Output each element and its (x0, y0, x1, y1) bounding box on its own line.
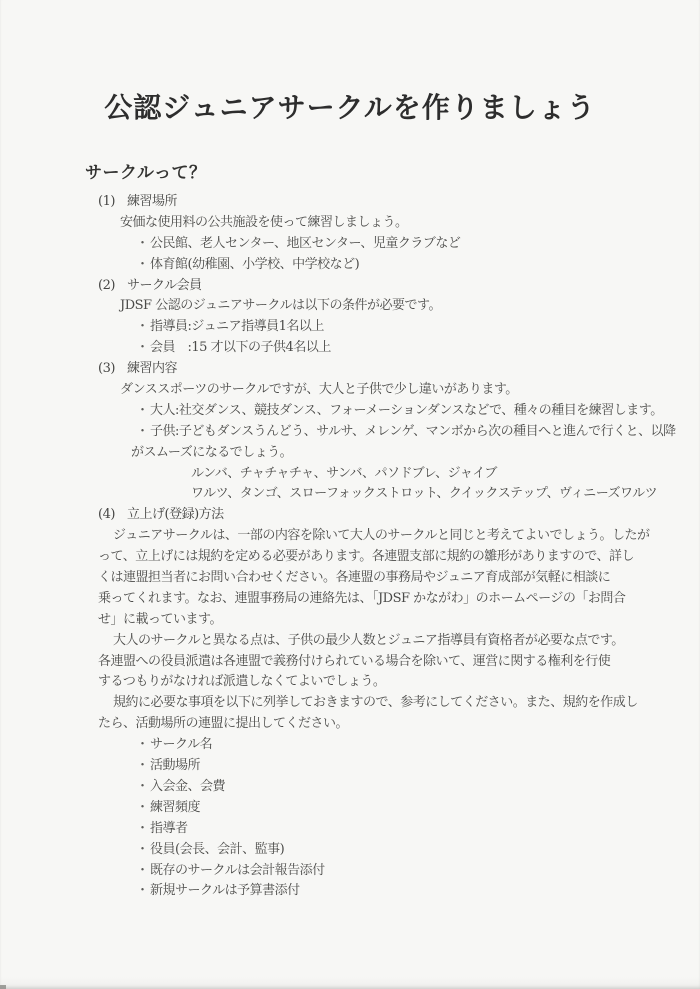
doc-body (0, 192, 700, 902)
bullet-marker: ・ (136, 820, 149, 836)
list-item-text: 役員(会長、会計、監事) (150, 841, 285, 857)
paragraph-line: って、立上げには規約を定める必要があります。各連盟支部に規約の雛形がありますので、詳し (98, 549, 634, 565)
list-item (0, 317, 700, 338)
list-item (0, 777, 700, 798)
item-number: (4) (98, 507, 115, 523)
dance-list-line: ルンバ、チャチャチャ、サンバ、パソドブレ、ジャイブ (191, 465, 497, 481)
list-item-text: 公民館、老人センター、地区センター、児童クラブなど (150, 235, 461, 251)
section-heading: サークルって？ (85, 163, 207, 183)
list-item-text: 既存のサークルは会計報告添付 (150, 862, 325, 878)
item-text: 安価な使用料の公共施設を使って練習しましょう。 (120, 214, 408, 230)
list-item-text: 入会金、会費 (150, 778, 226, 794)
item-label: 練習内容 (127, 361, 178, 377)
bullet-marker: ・ (136, 841, 149, 857)
list-item (0, 861, 700, 882)
paragraph-line: 大人のサークルと異なる点は、子供の最少人数とジュニア指導員有資格者が必要な点です。 (113, 632, 624, 648)
list-item (0, 422, 700, 443)
paragraph-line: せ」に載っています。 (98, 611, 222, 627)
list-item (0, 735, 700, 756)
list-item (0, 798, 700, 819)
list-item-text: 指導者 (150, 820, 188, 836)
paragraph-line: 各連盟への役員派遣は各連盟で義務付けられている場合を除いて、運営に関する権利を行使 (98, 653, 611, 669)
bullet-marker: ・ (136, 319, 149, 335)
bullet-marker: ・ (136, 778, 149, 794)
item-label: 立上げ(登録)方法 (127, 507, 224, 523)
bullet-marker: ・ (136, 737, 149, 753)
numbered-item-1 (0, 192, 700, 213)
numbered-item-4 (0, 505, 700, 526)
list-item-text: 新規サークルは予算書添付 (150, 883, 300, 899)
list-item (0, 338, 700, 359)
item-number: (2) (98, 277, 115, 293)
paragraph-line: するつもりがなければ派遣しなくてよいでしょう。 (98, 674, 386, 690)
list-item (0, 234, 700, 255)
bullet-marker: ・ (136, 883, 149, 899)
bullet-marker: ・ (136, 235, 149, 251)
list-item-text: 練習頻度 (150, 799, 201, 815)
item-number: (3) (98, 361, 115, 377)
list-item-text: サークル名 (150, 737, 213, 753)
bullet-marker: ・ (136, 402, 149, 418)
doc-title: 公認ジュニアサークルを作りましょう (104, 91, 596, 124)
paragraph-line: たら、活動場所の連盟に提出してください。 (98, 716, 349, 732)
numbered-item-2 (0, 276, 700, 297)
list-item-text: 大人:社交ダンス、競技ダンス、フォーメーションダンスなどで、種々の種目を練習します。 (150, 402, 663, 418)
list-item (0, 756, 700, 777)
paragraph-line: ジュニアサークルは、一部の内容を除いて大人のサークルと同じと考えてよいでしょう。したが (113, 528, 650, 544)
list-item-text: 子供:子どもダンスうんどう、サルサ、メレンゲ、マンボから次の種目へと進んで行くと、以降 (150, 423, 676, 439)
bullet-marker: ・ (136, 423, 149, 439)
list-item-text: 体育館(幼稚園、小学校、中学校など) (150, 256, 360, 272)
paragraph-line: くは連盟担当者にお問い合わせください。各連盟の事務局やジュニア育成部が気軽に相談に (98, 570, 611, 586)
list-item (0, 881, 700, 902)
list-item (0, 255, 700, 276)
list-item-continuation: がスムーズになるでしょう。 (131, 444, 293, 460)
item-number: (1) (98, 194, 115, 209)
list-item-text: 活動場所 (150, 758, 201, 774)
dance-list-line: ワルツ、タンゴ、スローフォックストロット、クイックステップ、ヴィニーズワルツ (191, 486, 658, 502)
item-label: サークル会員 (127, 277, 202, 293)
list-item-text: 会員 :15 才以下の子供4名以上 (150, 340, 331, 356)
item-text: ダンススポーツのサークルですが、大人と子供で少し違いがあります。 (120, 382, 518, 398)
numbered-item-3 (0, 359, 700, 380)
bullet-marker: ・ (136, 862, 149, 878)
bullet-marker: ・ (136, 799, 149, 815)
paragraph-line: 規約に必要な事項を以下に列挙しておきますので、参考にしてください。また、規約を作成し (113, 695, 638, 711)
bullet-marker: ・ (136, 758, 149, 774)
item-text: JDSF 公認のジュニアサークルは以下の条件が必要です。 (120, 298, 442, 314)
bullet-marker: ・ (136, 340, 149, 356)
list-item (0, 819, 700, 840)
paragraph-line: 乗ってくれます。なお、連盟事務局の連絡先は、「JDSF かながわ」のホームページの「お問合 (98, 590, 626, 606)
bullet-marker: ・ (136, 256, 149, 272)
list-item (0, 840, 700, 861)
list-item (0, 401, 700, 422)
item-label: 練習場所 (127, 194, 178, 209)
list-item-text: 指導員:ジュニア指導員1名以上 (150, 319, 324, 335)
